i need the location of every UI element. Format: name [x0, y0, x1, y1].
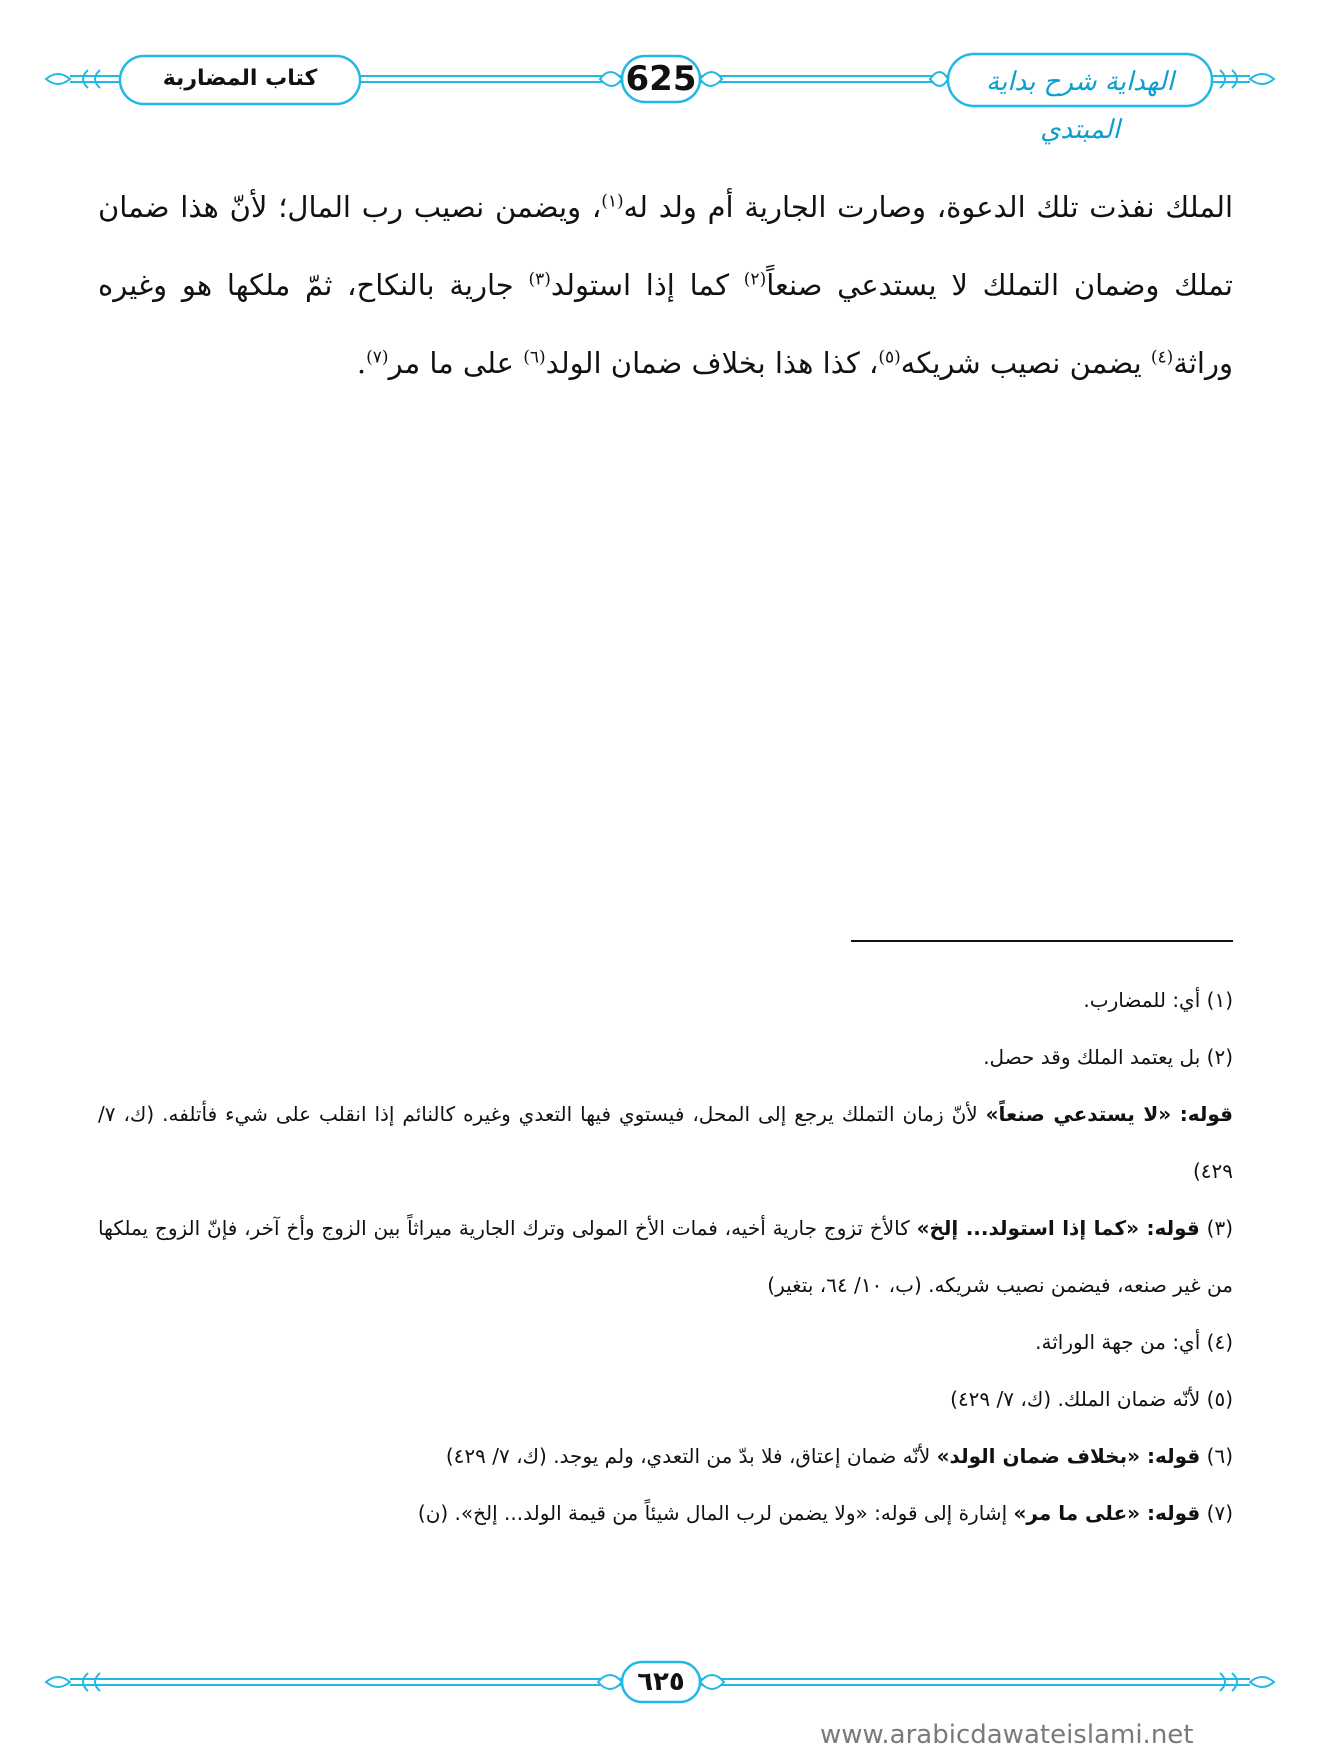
footnote-6 — [98, 1428, 1233, 1485]
footnote-1: (١) أي: للمضارب. — [1083, 988, 1233, 1012]
footnotes — [98, 972, 1233, 1542]
footnote-4: (٤) أي: من جهة الوراثة. — [1035, 1330, 1233, 1354]
footnote-text: لأنّه ضمان إعتاق، فلا بدّ من التعدي، ولم يوجد. (ك، ٧/ ٤٢٩) — [445, 1444, 937, 1468]
footnote-ref-5: (٥) — [878, 347, 901, 368]
body-segment: الملك نفذت تلك الدعوة، وصارت الجارية أم ولد له — [623, 190, 1234, 224]
main-text — [98, 168, 1233, 402]
footnote-number: (٧) — [1200, 1501, 1233, 1525]
body-segment: يضمن نصيب شريكه — [900, 346, 1151, 380]
footnote-quote: قوله: «لا يستدعي صنعاً» — [985, 1102, 1234, 1126]
page-number-bottom: ٦٢٥ — [637, 1667, 685, 1697]
footnote-number: (٣) — [1199, 1216, 1233, 1240]
footnote-text: لأنّ زمان التملك يرجع إلى المحل، فيستوي فيها التعدي وغيره كالنائم إذا انقلب على شيء فأتلفه. (ك، ٧/ ٤٢٩) — [98, 1102, 1233, 1183]
body-segment: . — [356, 346, 367, 380]
footnote-text: كالأخ تزوج جارية أخيه، فمات الأخ المولى وترك الجارية ميراثاً بين الزوج وأخ آخر، فإنّ الزوج يملكها من غير صنعه، فيضمن نصيب شريكه. (ب، ١٠/ ٦٤، بتغير) — [98, 1216, 1233, 1297]
footnote-quote: قوله: «كما إذا استولد... إلخ» — [916, 1216, 1200, 1240]
footnote-2: (٢) بل يعتمد الملك وقد حصل. — [983, 1045, 1233, 1069]
body-segment: كما إذا استولد — [550, 268, 744, 302]
body-paragraph — [98, 168, 1233, 402]
footnote-text: إشارة إلى قوله: «ولا يضمن لرب المال شيئاً من قيمة الولد... إلخ». (ن) — [417, 1501, 1014, 1525]
chapter-title: كتاب المضاربة — [162, 66, 318, 91]
footnote-ref-7: (٧) — [366, 347, 389, 368]
footnote-number: (٦) — [1200, 1444, 1233, 1468]
footnote-ref-4: (٤) — [1150, 347, 1174, 368]
footnote-5: (٥) لأنّه ضمان الملك. (ك، ٧/ ٤٢٩) — [950, 1387, 1233, 1411]
body-segment: جارية بالنكاح، ثمّ ملكها هو وغيره وراثة — [98, 268, 1233, 380]
watermark-url: www.arabicdawateislami.net — [820, 1720, 1194, 1750]
footnote-quote: قوله: «بخلاف ضمان الولد» — [936, 1444, 1201, 1468]
footnote-ref-3: (٣) — [528, 269, 551, 290]
body-segment: ، كذا هذا بخلاف ضمان الولد — [545, 346, 879, 380]
footnote-ref-6: (٦) — [523, 347, 546, 368]
body-segment: ، ويضمن نصيب رب المال؛ لأنّ هذا ضمان تملك وضمان التملك لا يستدعي صنعاً — [98, 190, 1233, 302]
footnote-ref-1: (١) — [601, 191, 624, 212]
book-title: الهداية شرح بداية المبتدي — [986, 67, 1174, 145]
footnote-2-commentary — [98, 1086, 1233, 1200]
footnote-3 — [98, 1200, 1233, 1314]
footnote-separator — [851, 940, 1233, 942]
page-number: 625 — [625, 59, 697, 99]
footnote-quote: قوله: «على ما مر» — [1013, 1501, 1201, 1525]
footnote-7 — [98, 1485, 1233, 1542]
footnote-ref-2: (٢) — [743, 269, 767, 290]
body-segment: على ما مر — [388, 346, 524, 380]
